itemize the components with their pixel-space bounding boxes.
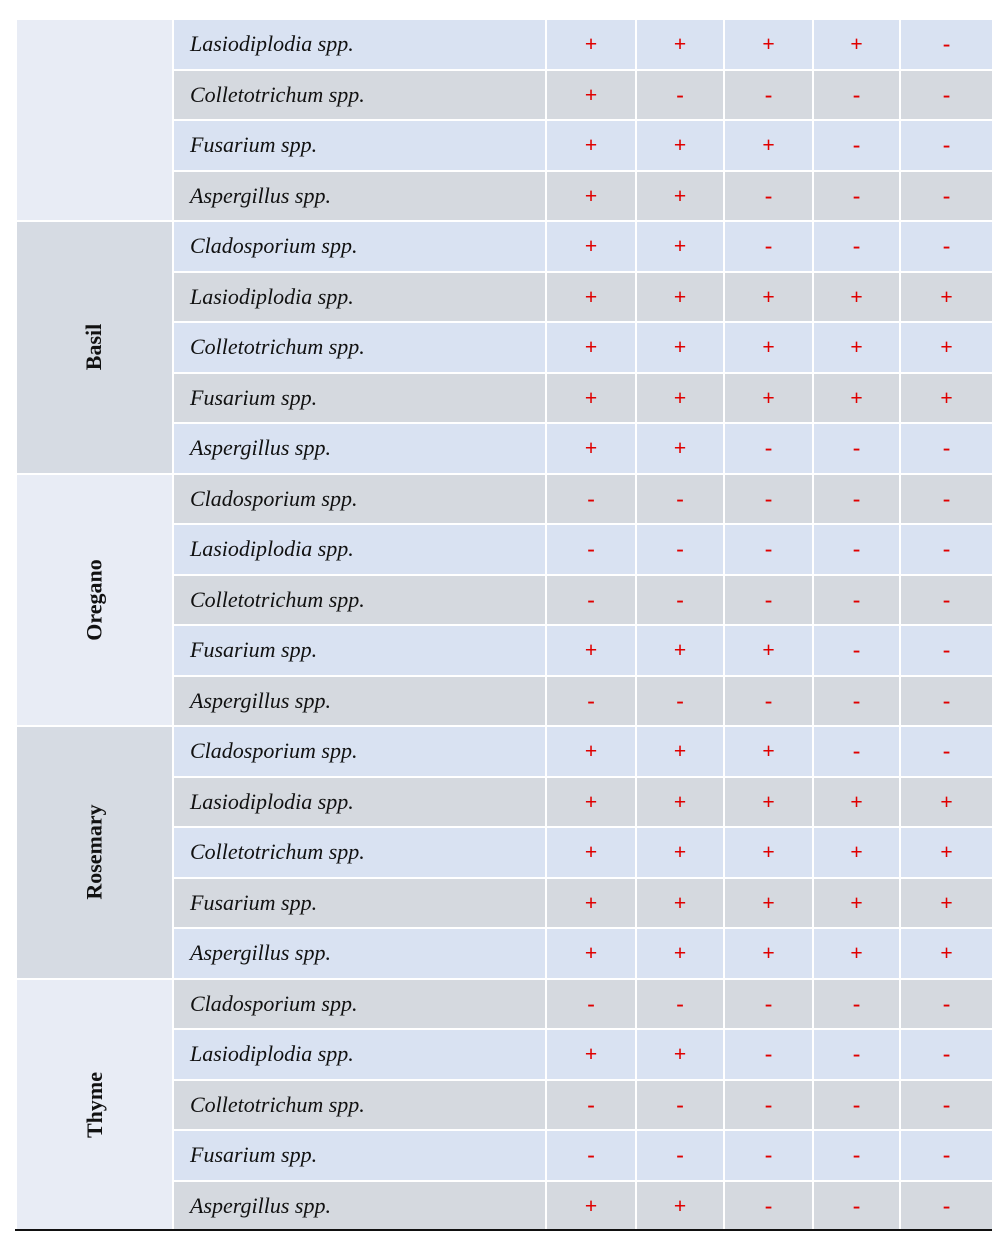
result-mark-cell: - <box>724 1181 813 1232</box>
result-mark-cell: - <box>900 120 993 171</box>
table-row <box>16 726 993 777</box>
fungus-name-cell: Colletotrichum spp. <box>173 575 546 626</box>
result-mark-cell: - <box>546 979 636 1030</box>
result-mark-cell: + <box>546 19 636 70</box>
result-mark-cell: - <box>636 979 724 1030</box>
result-mark-cell: + <box>813 19 900 70</box>
result-mark-cell: + <box>900 272 993 323</box>
result-mark-cell: + <box>636 373 724 424</box>
result-mark-cell: + <box>546 221 636 272</box>
result-mark-cell: + <box>724 322 813 373</box>
result-mark-cell: + <box>724 777 813 828</box>
result-mark-cell: + <box>546 272 636 323</box>
result-mark-cell: + <box>636 221 724 272</box>
table-row <box>16 979 993 1030</box>
result-mark-cell: + <box>813 777 900 828</box>
group-label: Thyme <box>81 1071 107 1138</box>
result-mark-cell: - <box>900 171 993 222</box>
result-mark-cell: - <box>813 1029 900 1080</box>
result-mark-cell: - <box>724 1080 813 1131</box>
result-mark-cell: + <box>546 373 636 424</box>
fungus-name-cell: Colletotrichum spp. <box>173 322 546 373</box>
result-mark-cell: - <box>813 70 900 121</box>
result-mark-cell: - <box>900 221 993 272</box>
group-cell <box>16 726 173 979</box>
fungus-name-cell: Aspergillus spp. <box>173 1181 546 1232</box>
result-mark-cell: - <box>546 524 636 575</box>
result-mark-cell: - <box>900 1181 993 1232</box>
result-mark-cell: - <box>813 1181 900 1232</box>
fungus-name-cell: Fusarium spp. <box>173 373 546 424</box>
table-row <box>16 474 993 525</box>
result-mark-cell: + <box>724 625 813 676</box>
fungus-name-cell: Aspergillus spp. <box>173 928 546 979</box>
fungus-name-cell: Fusarium spp. <box>173 120 546 171</box>
result-mark-cell: + <box>546 928 636 979</box>
result-mark-cell: + <box>636 878 724 929</box>
fungus-name-cell: Aspergillus spp. <box>173 423 546 474</box>
result-mark-cell: + <box>813 322 900 373</box>
result-mark-cell: + <box>813 373 900 424</box>
results-table-body <box>16 19 993 1231</box>
result-mark-cell: + <box>546 322 636 373</box>
fungus-name-cell: Colletotrichum spp. <box>173 70 546 121</box>
result-mark-cell: + <box>546 625 636 676</box>
fungus-name-cell: Colletotrichum spp. <box>173 827 546 878</box>
result-mark-cell: - <box>900 575 993 626</box>
result-mark-cell: - <box>724 979 813 1030</box>
result-mark-cell: + <box>546 70 636 121</box>
result-mark-cell: - <box>546 575 636 626</box>
group-label: Oregano <box>81 559 107 641</box>
result-mark-cell: - <box>813 221 900 272</box>
group-label: Rosemary <box>81 804 107 900</box>
result-mark-cell: + <box>636 625 724 676</box>
group-cell <box>16 474 173 727</box>
result-mark-cell: + <box>636 423 724 474</box>
result-mark-cell: - <box>813 625 900 676</box>
result-mark-cell: - <box>900 1029 993 1080</box>
fungus-name-cell: Lasiodiplodia spp. <box>173 19 546 70</box>
result-mark-cell: - <box>813 120 900 171</box>
table-row <box>16 19 993 70</box>
result-mark-cell: - <box>813 524 900 575</box>
result-mark-cell: - <box>724 70 813 121</box>
result-mark-cell: - <box>636 70 724 121</box>
result-mark-cell: + <box>636 272 724 323</box>
result-mark-cell: + <box>724 878 813 929</box>
result-mark-cell: - <box>636 524 724 575</box>
result-mark-cell: + <box>636 726 724 777</box>
result-mark-cell: - <box>900 676 993 727</box>
result-mark-cell: - <box>724 474 813 525</box>
result-mark-cell: - <box>900 524 993 575</box>
result-mark-cell: - <box>724 221 813 272</box>
results-table-container <box>15 18 992 1232</box>
result-mark-cell: - <box>724 1130 813 1181</box>
result-mark-cell: + <box>900 928 993 979</box>
result-mark-cell: - <box>636 1130 724 1181</box>
result-mark-cell: - <box>900 726 993 777</box>
result-mark-cell: - <box>546 676 636 727</box>
fungus-name-cell: Colletotrichum spp. <box>173 1080 546 1131</box>
fungus-name-cell: Aspergillus spp. <box>173 171 546 222</box>
result-mark-cell: + <box>546 827 636 878</box>
result-mark-cell: - <box>813 979 900 1030</box>
group-cell <box>16 979 173 1232</box>
fungus-name-cell: Fusarium spp. <box>173 878 546 929</box>
group-label: Basil <box>81 324 107 371</box>
fungus-name-cell: Fusarium spp. <box>173 1130 546 1181</box>
result-mark-cell: + <box>546 1029 636 1080</box>
result-mark-cell: - <box>636 575 724 626</box>
result-mark-cell: - <box>724 423 813 474</box>
result-mark-cell: + <box>546 777 636 828</box>
result-mark-cell: - <box>546 1080 636 1131</box>
fungus-name-cell: Lasiodiplodia spp. <box>173 524 546 575</box>
result-mark-cell: + <box>813 827 900 878</box>
result-mark-cell: - <box>900 979 993 1030</box>
result-mark-cell: + <box>724 928 813 979</box>
result-mark-cell: + <box>900 373 993 424</box>
result-mark-cell: - <box>813 171 900 222</box>
result-mark-cell: + <box>813 928 900 979</box>
result-mark-cell: - <box>900 19 993 70</box>
result-mark-cell: + <box>724 19 813 70</box>
result-mark-cell: + <box>546 171 636 222</box>
group-cell <box>16 221 173 474</box>
result-mark-cell: - <box>813 726 900 777</box>
result-mark-cell: + <box>636 1029 724 1080</box>
fungus-name-cell: Cladosporium spp. <box>173 221 546 272</box>
result-mark-cell: + <box>900 827 993 878</box>
result-mark-cell: + <box>724 272 813 323</box>
result-mark-cell: + <box>546 878 636 929</box>
result-mark-cell: - <box>636 474 724 525</box>
result-mark-cell: + <box>546 1181 636 1232</box>
result-mark-cell: - <box>636 676 724 727</box>
result-mark-cell: + <box>724 827 813 878</box>
result-mark-cell: + <box>900 878 993 929</box>
fungus-name-cell: Lasiodiplodia spp. <box>173 272 546 323</box>
result-mark-cell: + <box>546 423 636 474</box>
result-mark-cell: - <box>724 524 813 575</box>
result-mark-cell: + <box>546 120 636 171</box>
result-mark-cell: - <box>724 1029 813 1080</box>
result-mark-cell: + <box>813 272 900 323</box>
fungus-name-cell: Cladosporium spp. <box>173 474 546 525</box>
result-mark-cell: + <box>900 777 993 828</box>
result-mark-cell: - <box>813 575 900 626</box>
result-mark-cell: + <box>636 1181 724 1232</box>
fungus-name-cell: Aspergillus spp. <box>173 676 546 727</box>
result-mark-cell: - <box>724 171 813 222</box>
result-mark-cell: - <box>636 1080 724 1131</box>
result-mark-cell: - <box>813 1080 900 1131</box>
result-mark-cell: - <box>900 70 993 121</box>
result-mark-cell: + <box>636 322 724 373</box>
result-mark-cell: - <box>900 474 993 525</box>
result-mark-cell: + <box>546 726 636 777</box>
result-mark-cell: - <box>900 1080 993 1131</box>
table-row <box>16 221 993 272</box>
result-mark-cell: - <box>546 1130 636 1181</box>
result-mark-cell: + <box>636 19 724 70</box>
result-mark-cell: + <box>636 120 724 171</box>
result-mark-cell: - <box>813 1130 900 1181</box>
result-mark-cell: + <box>636 827 724 878</box>
result-mark-cell: + <box>636 777 724 828</box>
fungus-name-cell: Lasiodiplodia spp. <box>173 1029 546 1080</box>
result-mark-cell: - <box>813 474 900 525</box>
result-mark-cell: - <box>724 676 813 727</box>
result-mark-cell: - <box>813 423 900 474</box>
fungus-name-cell: Cladosporium spp. <box>173 979 546 1030</box>
result-mark-cell: + <box>724 120 813 171</box>
result-mark-cell: - <box>813 676 900 727</box>
result-mark-cell: + <box>636 928 724 979</box>
result-mark-cell: + <box>724 373 813 424</box>
table-bottom-rule <box>15 1229 992 1231</box>
result-mark-cell: - <box>724 575 813 626</box>
fungus-name-cell: Lasiodiplodia spp. <box>173 777 546 828</box>
group-cell <box>16 19 173 221</box>
result-mark-cell: - <box>900 625 993 676</box>
result-mark-cell: + <box>636 171 724 222</box>
result-mark-cell: - <box>900 423 993 474</box>
result-mark-cell: - <box>900 1130 993 1181</box>
fungus-name-cell: Fusarium spp. <box>173 625 546 676</box>
fungus-name-cell: Cladosporium spp. <box>173 726 546 777</box>
result-mark-cell: - <box>546 474 636 525</box>
result-mark-cell: + <box>724 726 813 777</box>
results-table <box>15 18 994 1232</box>
result-mark-cell: + <box>813 878 900 929</box>
result-mark-cell: + <box>900 322 993 373</box>
